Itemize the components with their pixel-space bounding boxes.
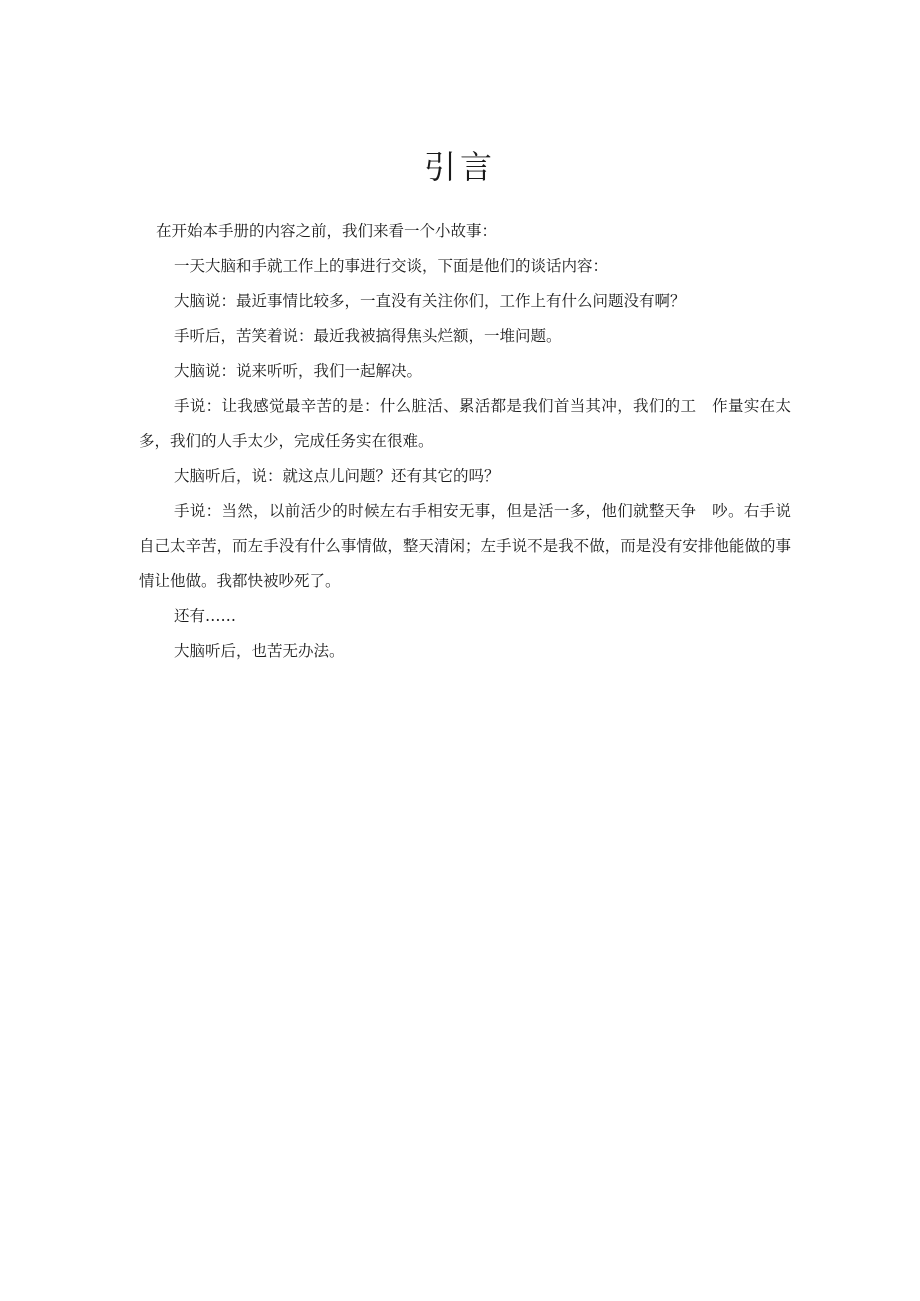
paragraph-hand-quarrel: 手说：当然，以前活少的时候左右手相安无事，但是活一多，他们就整天争 吵。右手说自己太辛苦，而左手没有什么事情做，整天清闲；左手说不是我不做，而是没有安排他能做的事情让他做。我都快被吵死了。: [139, 502, 791, 590]
page-title: 引言: [423, 148, 496, 186]
paragraph-hand-replies: 手听后，苦笑着说：最近我被搞得焦头烂额，一堆问题。: [174, 327, 562, 345]
document-body: [139, 214, 791, 669]
paragraph-brain-followup: 大脑听后，说：就这点儿问题？还有其它的吗？: [174, 467, 500, 485]
paragraph-hand-complaint: 手说：让我感觉最辛苦的是：什么脏活、累活都是我们首当其冲，我们的工 作量实在太多，我们的人手太少，完成任务实在很难。: [139, 397, 791, 450]
paragraph-brain-helpless: 大脑听后，也苦无办法。: [174, 642, 345, 660]
paragraph-brain-asks: 大脑说：最近事情比较多，一直没有关注你们，工作上有什么问题没有啊？: [174, 292, 686, 310]
paragraph-setup: 一天大脑和手就工作上的事进行交谈，下面是他们的谈话内容：: [174, 257, 609, 275]
paragraph-etc: 还有……: [174, 607, 237, 625]
paragraph-intro: 在开始本手册的内容之前，我们来看一个小故事：: [156, 222, 498, 240]
paragraph-brain-listens: 大脑说：说来听听，我们一起解决。: [174, 362, 423, 380]
